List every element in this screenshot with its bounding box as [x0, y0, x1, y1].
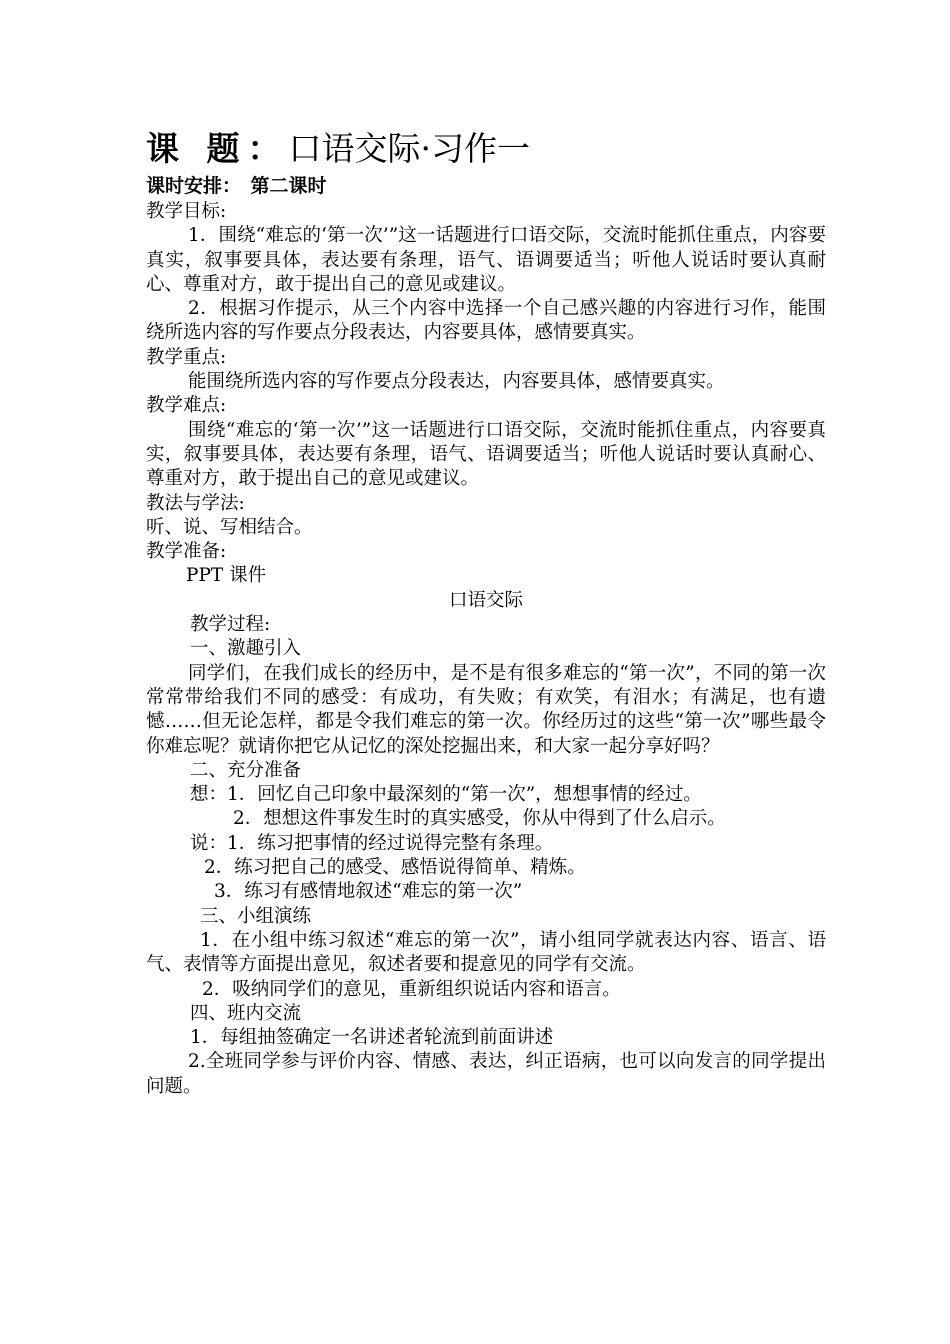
document-page	[146, 126, 826, 1099]
key-points-label: 教学重点:	[146, 346, 227, 368]
preparation-text: PPT 课件	[186, 565, 267, 587]
key-points-text: 能围绕所选内容的写作要点分段表达，内容要具体，感情要真实。	[188, 371, 725, 393]
difficult-points-text: 围绕“难忘的‘第一次’”这一话题进行口语交际，交流时能抓住重点，内容要真实，叙事要具体，表达要有条理，语气、语调要适当；听他人说话时要认真耐心、尊重对方，敢于提出自己的意见或建议。	[146, 419, 826, 490]
method-label: 教法与学法:	[146, 492, 245, 514]
step-3-title: 三、小组演练	[200, 905, 312, 927]
title-label: 课 题：	[146, 129, 289, 168]
difficult-points-label: 教学难点:	[146, 395, 227, 417]
step-1-title: 一、激趣引入	[190, 638, 302, 660]
lesson-schedule: 课时安排： 第二课时	[146, 175, 327, 197]
think-item-1: 想：1．回忆自己印象中最深刻的“第一次”，想想事情的经过。	[190, 784, 702, 806]
say-item-3: 3．练习有感情地叙述“难忘的第一次”	[214, 881, 523, 903]
step-4-title: 四、班内交流	[190, 1002, 302, 1024]
part-title: 口语交际	[448, 589, 523, 611]
class-item-1: 1．每组抽签确定一名讲述者轮流到前面讲述	[190, 1027, 554, 1049]
say-item-2: 2．练习把自己的感受、感悟说得简单、精炼。	[204, 857, 586, 879]
title-value: 口语交际·习作一	[288, 129, 530, 168]
think-item-2: 2．想想这件事发生时的真实感受，你从中得到了什么启示。	[233, 808, 726, 830]
goal-2: 2．根据习作提示，从三个内容中选择一个自己感兴趣的内容进行习作，能围绕所选内容的写作要点分段表达，内容要具体，感情要真实。	[146, 298, 826, 344]
process-label: 教学过程:	[190, 614, 271, 636]
lesson-title	[146, 126, 826, 172]
group-item-2: 2．吸纳同学们的意见，重新组织说话内容和语言。	[202, 978, 621, 1000]
group-item-1: 1．在小组中练习叙述“难忘的第一次”，请小组同学就表达内容、语言、语气、表情等方面提出意见，叙述者要和提意见的同学有交流。	[146, 929, 826, 976]
step-1-text: 同学们，在我们成长的经历中，是不是有很多难忘的“第一次”，不同的第一次常常带给我们不同的感受：有成功，有失败；有欢笑，有泪水；有满足，也有遗憾……但无论怎样，都是令我们难忘的第一次。你经历过的这些“第一次”哪些最令你难忘呢？就请你把它从记忆的深处挖掘出来，和大家一起分享好吗？	[146, 662, 826, 757]
goal-1: 1．围绕“难忘的‘第一次’”这一话题进行口语交际，交流时能抓住重点，内容要真实，叙事要具体，表达要有条理，语气、语调要适当；听他人说话时要认真耐心、尊重对方，敢于提出自己的意见或建议。	[146, 225, 826, 295]
step-2-title: 二、充分准备	[190, 759, 302, 781]
goals-label: 教学目标:	[146, 201, 227, 222]
class-item-2: 2.全班同学参与评价内容、情感、表达，纠正语病，也可以向发言的同学提出问题。	[146, 1051, 826, 1097]
method-text: 听、说、写相结合。	[146, 516, 313, 538]
preparation-label: 教学准备:	[146, 541, 227, 563]
say-item-1: 说：1．练习把事情的经过说得完整有条理。	[190, 832, 554, 854]
